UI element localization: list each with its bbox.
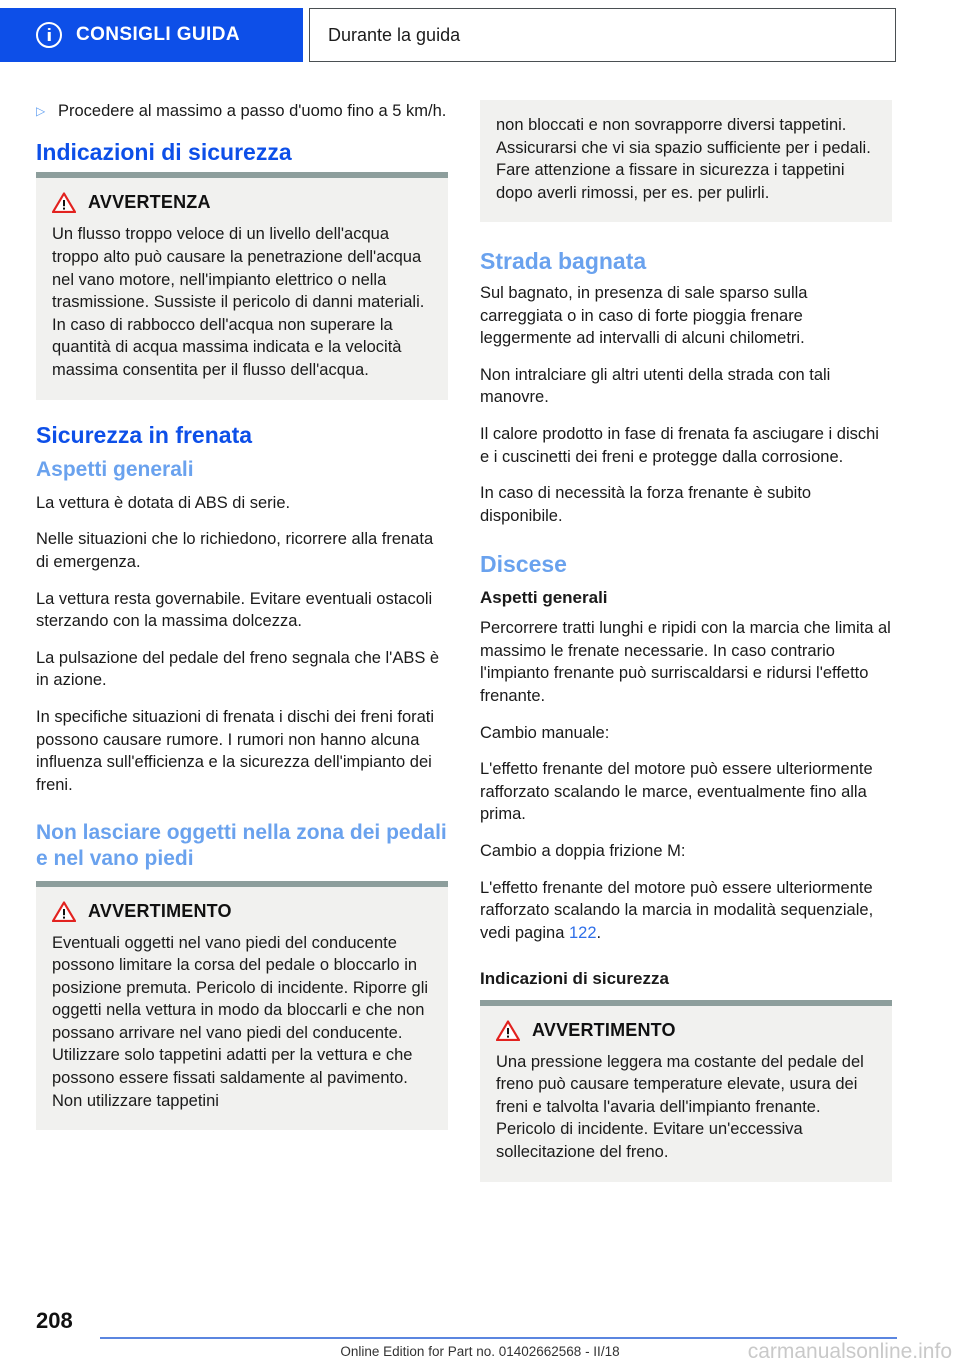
footer-edition-text: Online Edition for Part no. 01402662568 - II/18 (340, 1344, 620, 1359)
notice-body: non bloccati e non sovrapporre diversi tappetini. Assicurarsi che vi sia spazio sufficiente per i pedali. Fare attenzione a fissare in sicurezza i tappetini dopo averli rimossi, per es. per pulirli. (496, 116, 871, 202)
notice-body: Una pressione leggera ma costante del pedale del freno può causare temperature elevate, usura dei freni e talvolta l'avaria dell'impianto frenante. Pericolo di incidente. Evitare un'eccessiva sollecitazione del freno. (496, 1052, 864, 1161)
subheading-aspetti-generali: Aspetti generali (480, 587, 608, 607)
paragraph-text-after: . (596, 923, 602, 942)
page-footer (0, 1306, 960, 1362)
warning-triangle-icon (496, 1020, 520, 1041)
notice-title-text: AVVERTENZA (88, 192, 211, 213)
notice-title (496, 1020, 876, 1041)
paragraph: La vettura resta governabile. Evitare eventuali ostacoli sterzando con la massima dolcezza. (36, 589, 433, 631)
list-item (36, 100, 448, 123)
paragraph: In specifiche situazioni di frenata i dischi dei freni forati possono causare rumore. I rumori non hanno alcuna influenza sull'efficienza e la sicurezza dell'impianto dei freni. (36, 707, 435, 794)
chapter-tab-label: CONSIGLI GUIDA (76, 24, 240, 45)
section-heading-discese: Discese (480, 551, 567, 578)
paragraph-with-crossref (480, 877, 892, 945)
section-heading-strada-bagnata: Strada bagnata (480, 248, 647, 275)
triangle-bullet-icon: ▷ (36, 104, 46, 118)
notice-top-bar (36, 881, 448, 887)
notice-top-bar (480, 1000, 892, 1006)
paragraph: L'effetto frenante del motore può essere ulteriormente rafforzato scalando le marce, eventualmente fino alla prima. (480, 760, 873, 824)
paragraph: Cambio a doppia frizione M: (480, 841, 686, 860)
paragraph: Nelle situazioni che lo richiedono, ricorrere alla frenata di emergenza. (36, 530, 434, 571)
subheading-aspetti-generali: Aspetti generali (36, 458, 194, 482)
page-crossref-link[interactable]: 122 (569, 923, 597, 942)
paragraph: Cambio manuale: (480, 723, 610, 742)
notice-body: Un flusso troppo veloce di un livello dell'acqua troppo alto può causare la penetrazione dell'acqua nel vano motore, nell'impianto elettrico o nella trasmissione. Sussiste il pericolo di danni materiali. In caso di rabbocco dell'acqua non superare la quantità di acqua massima indicata e la velocità massima consentita per il flusso dell'acqua. (52, 225, 425, 379)
notice-title-text: AVVERTIMENTO (88, 900, 232, 921)
notice-title (52, 901, 432, 922)
notice-box-avvertimento-frenata (480, 1000, 892, 1182)
paragraph: La pulsazione del pedale del freno segnala che l'ABS è in azione. (36, 648, 440, 690)
right-column (480, 100, 892, 1196)
warning-triangle-icon (52, 901, 76, 922)
paragraph: La vettura è dotata di ABS di serie. (36, 493, 291, 512)
paragraph: Non intralciare gli altri utenti della strada con tali manovre. (480, 365, 831, 407)
paragraph: Sul bagnato, in presenza di sale sparso sulla carreggiata o in caso di forte pioggia frenare leggermente ad intervalli di alcuni chilometri. (480, 283, 808, 348)
notice-box-avvertenza (36, 172, 448, 399)
footer-divider (100, 1337, 897, 1339)
subheading-indicazioni-sicurezza: Indicazioni di sicurezza (480, 969, 669, 989)
notice-box-avvertimento (36, 881, 448, 1131)
list-item-text: Procedere al massimo a passo d'uomo fino a 5 km/h. (58, 102, 447, 120)
notice-title-text: AVVERTIMENTO (532, 1019, 676, 1040)
paragraph: Percorrere tratti lunghi e ripidi con la marcia che limita al massimo le frenate necessarie. In caso contrario l'impianto frenante può surriscaldarsi e ridursi l'effetto frenante. (480, 619, 891, 705)
breadcrumb-label: Durante la guida (328, 24, 461, 45)
left-column (36, 100, 448, 1144)
section-heading-sicurezza-frenata: Sicurezza in frenata (36, 421, 253, 448)
paragraph-text-before: L'effetto frenante del motore può essere ulteriormente rafforzato scalando la marcia in modalità sequenziale, vedi pagina (480, 878, 874, 942)
subheading-non-lasciare-oggetti: Non lasciare oggetti nella zona dei pedali e nel vano piedi (36, 821, 447, 870)
notice-body: Eventuali oggetti nel vano piedi del conducente possono limitare la corsa del pedale o bloccarlo in posizione premuta. Pericolo di incidente. Riporre gli oggetti nella vettura in modo da bloccarli e che non possano arrivare nel vano piedi del conducente. Utilizzare solo tappetini adatti per la vettura e che possono essere fissati saldamente al pavimento. Non utilizzare tappetini (52, 933, 429, 1110)
notice-top-bar (36, 172, 448, 178)
paragraph: Il calore prodotto in fase di frenata fa asciugare i dischi e i cuscinetti dei freni e protegge dalla corrosione. (480, 424, 879, 466)
page-number: 208 (36, 1308, 73, 1333)
warning-triangle-icon (52, 192, 76, 213)
page-header (0, 8, 960, 62)
section-heading-indicazioni-sicurezza: Indicazioni di sicurezza (36, 138, 292, 165)
watermark: carmanualsonline.info (747, 1340, 952, 1363)
notice-box-avvertimento-continued (480, 100, 892, 222)
paragraph: In caso di necessità la forza frenante è subito disponibile. (480, 484, 812, 525)
notice-title (52, 192, 432, 213)
chapter-tab-consigli-guida[interactable] (0, 8, 303, 62)
breadcrumb[interactable] (309, 8, 896, 62)
info-circle-icon (36, 22, 62, 48)
